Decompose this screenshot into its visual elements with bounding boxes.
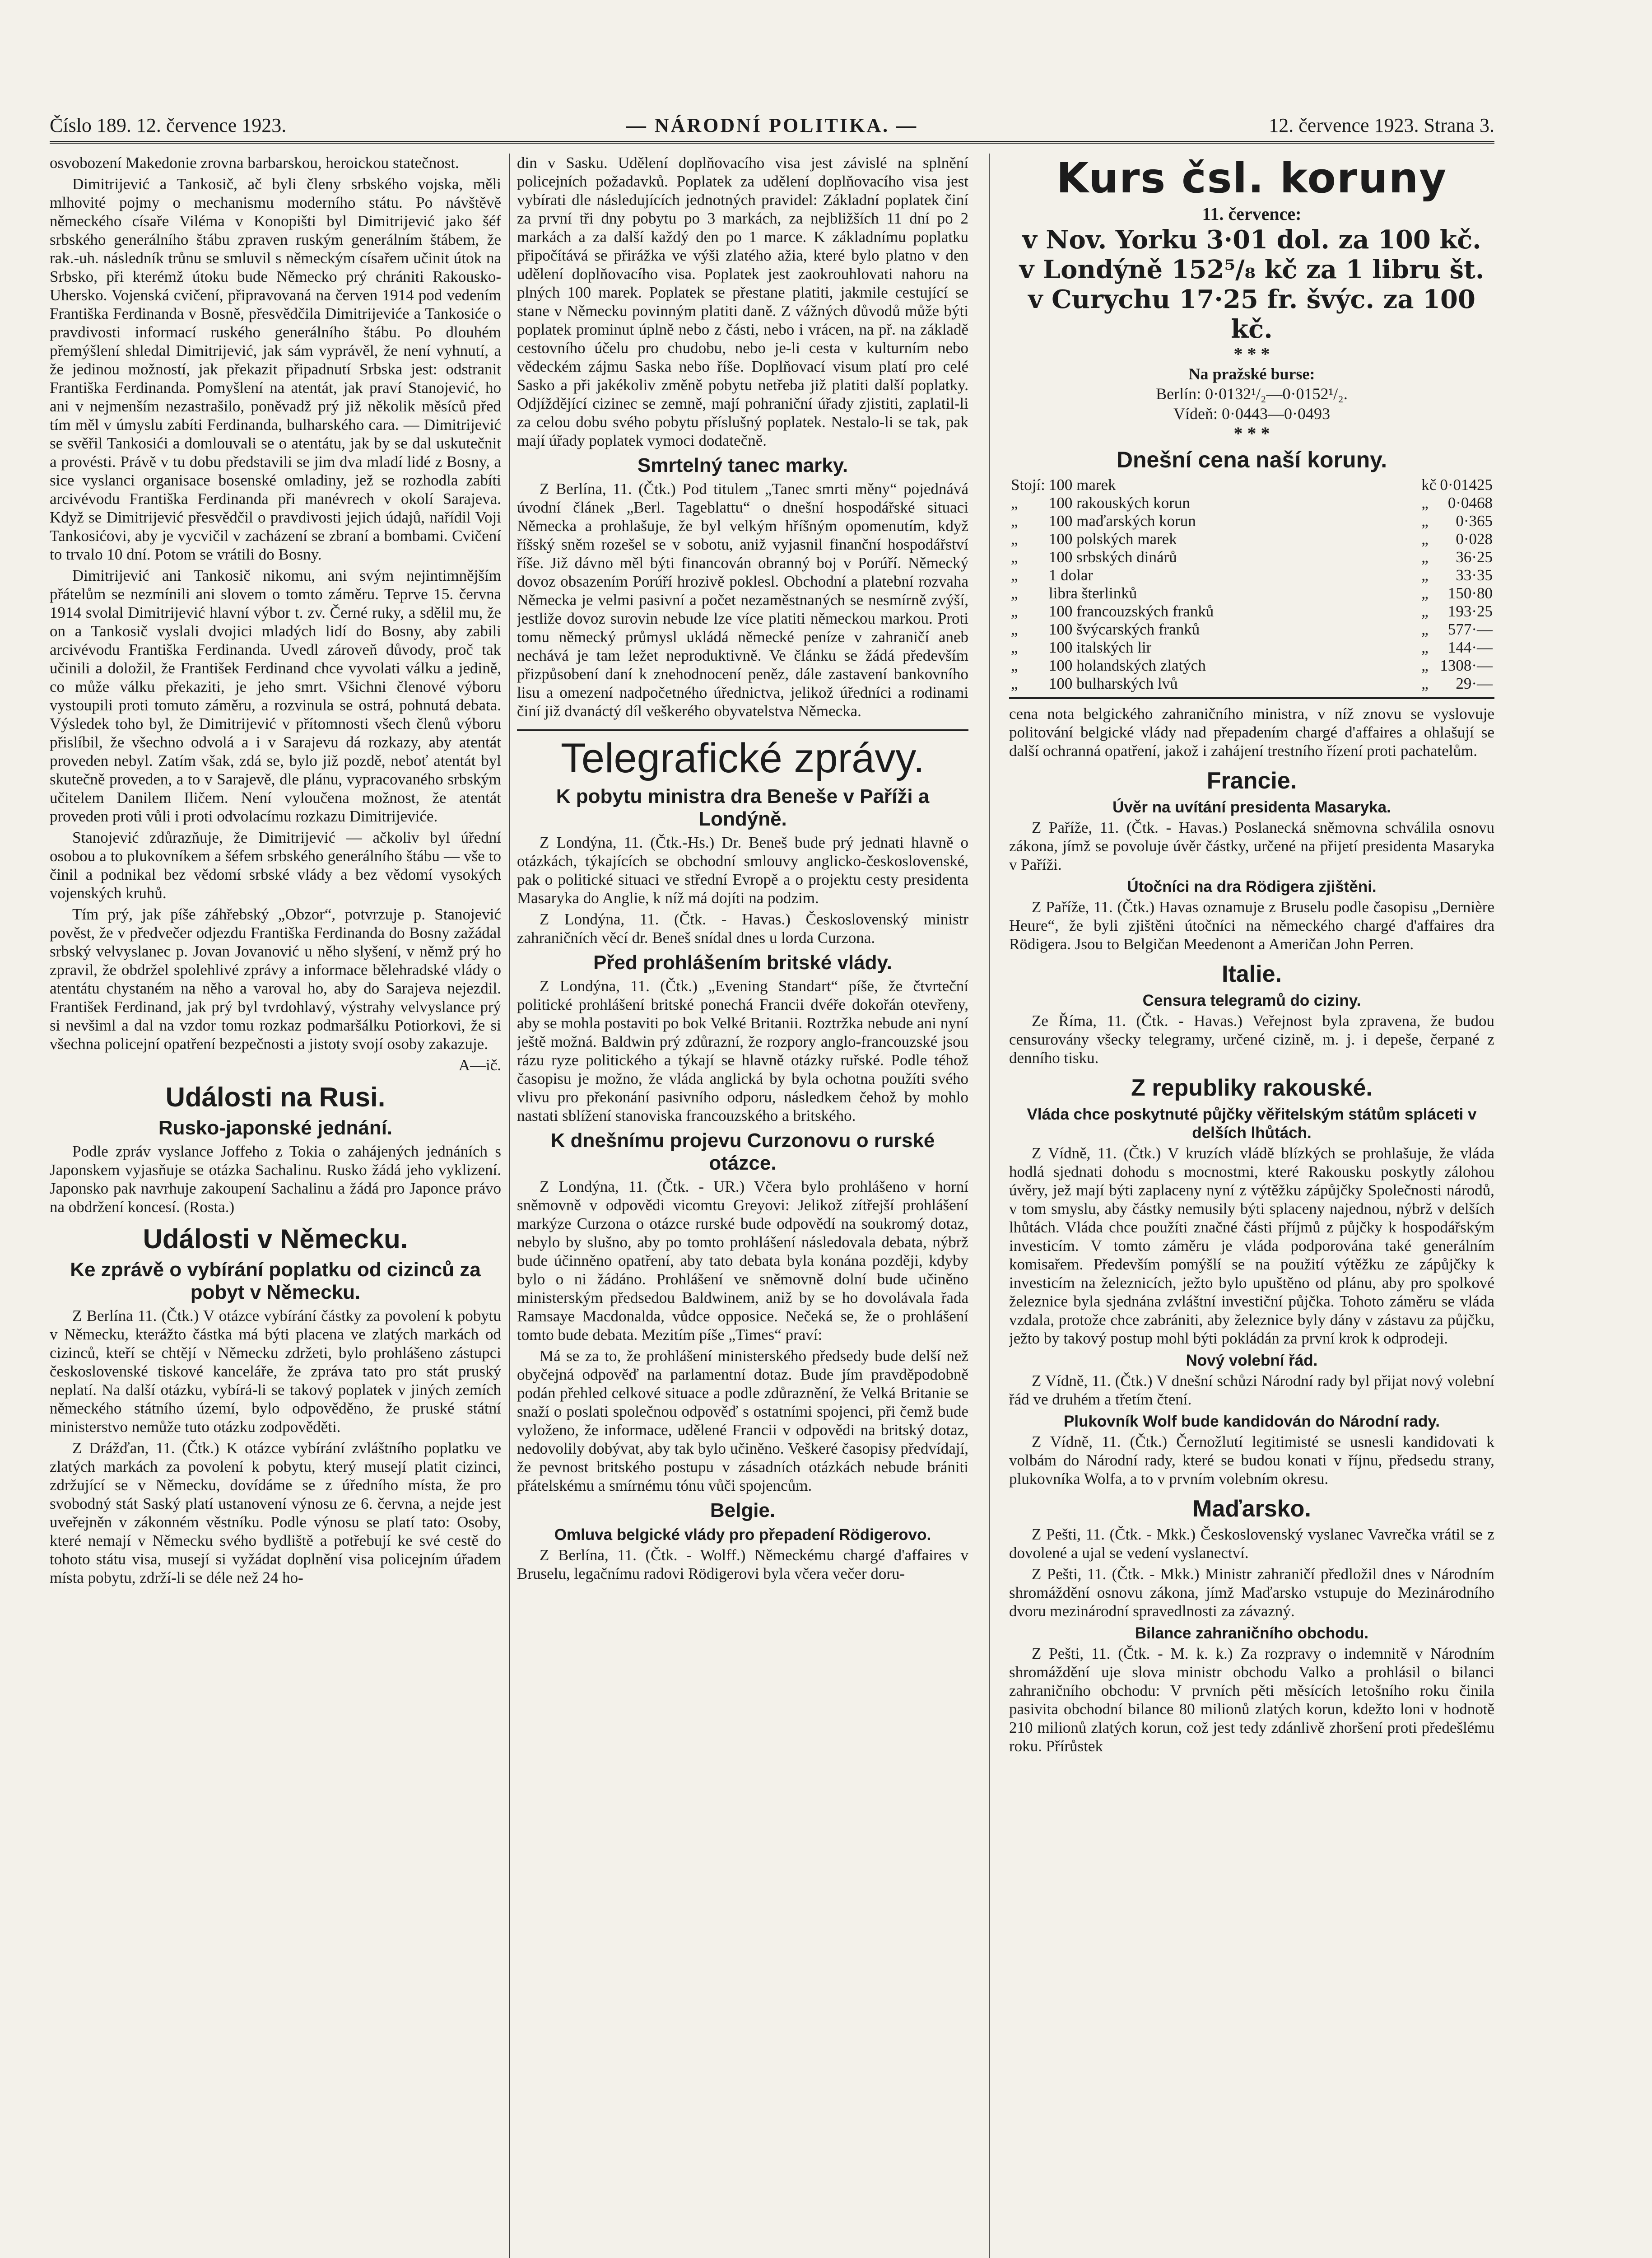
price-row-unit: „ — [1421, 602, 1429, 620]
paragraph: Z Pešti, 11. (Čtk. - Mkk.) Československý vyslanec Vavrečka vrátil se z dovolené a ujal se vedení vyslanectví. — [1009, 1526, 1494, 1562]
paragraph: Z Paříže, 11. (Čtk. - Havas.) Poslanecká sněmovna schválila osnovu zákona, jímž se povoluje úvěr částky, určené na přijetí presidenta Masaryka v Paříži. — [1009, 819, 1494, 873]
paragraph: Dimitrijević a Tankosič, ač byli členy srbského vojska, měli mlhovité pojmy o mechanismu moderního státu. Po návštěvě německého císaře Viléma v Konopišti byl Dimitrijević jako šéf srbského generálního štábu zpraven ruským generálním štábem, že rak.-uh. následník trůnu se smluvil s německým císařem učinit útok na Srbsko, při kterémž útoku bude Německo prý chrániti Rakousko-Uhersko. Vojenská cvičení, připravovaná na červen 1914 pod vedením Františka Ferdinanda v Bosně, přesvědčila Dimitrijeviće a Tankosiće o pravdivosti informací ruského generálního štábu. Po dlouhém přemýšlení shledal Dimitrijević, jak sám vyprávěl, že není vyhnutí, a že jedinou možností, jak překazit připadnutí Srbska jest: odstranit Františka Ferdinanda. Pomyšlení na atentát, jak praví Stanojević, ho ani v nejmenším nezastrašilo, poněvadž prý již několik měsíců před tím měl v úmyslu zabíti Ferdinanda, bulharského cara. — Dimitrijević se svěřil Tankosići a domlouvali se o atentátu, jak by se dal uskutečnit a provésti. Právě v tu dobu představili se jim dva mladí lidé z Bosny, a sice vyslanci organisace bosenské omladiny, jež se rozhodla zabíti arcivévodu Františka Ferdinanda při manévrech v okolí Sarajeva. Když se Dimitrijević přesvědčil o pravdivosti jejich údajů, nařídil Voji Tankosićovi, aby je vycvičil v zacházení se zbraní a bombami. Cvičení to trvalo 10 dní. Potom se vrátili do Bosny. — [50, 175, 501, 563]
price-row-value: 0·0468 — [1447, 494, 1493, 512]
price-row — [1009, 548, 1494, 566]
article-heading: Před prohlášením britské vlády. — [593, 952, 892, 974]
paragraph: Z Vídně, 11. (Čtk.) V kruzích vládě blízkých se prohlašuje, že vláda hodlá sjednati dohodu s mocnostmi, které Rakousku poskytly zálohou úvěry, jež mají býti zaplaceny nyní z výtěžku zápůjčky Společnosti národů, v tom smyslu, aby částky nemusily býti splaceny najednou, nýbrž v delších lhůtách. Vláda chce použíti značné části příjmů z půjčky k hospodářským investicím. V tomto záměru je vláda podporována také generálním komisařem. Především pomýšlí se na použití výtěžku ze zápůjčky k investicím na železnicích, ježto bylo upuštěno od plánu, aby pro spolkové železnice byla sjednána zvláštní investiční půjčka. Tohoto záměru se vláda vzdala, protože chce zabrániti, aby železnice byly dány v zástavu za půjčku, ježto by takový postup mohl býti pokládán za první krok k odprodeji. — [1009, 1144, 1494, 1347]
price-row-label: 100 maďarských korun — [1048, 512, 1196, 530]
rate-new-york: v Nov. Yorku 3·01 dol. za 100 kč. — [1022, 225, 1481, 255]
price-row-prefix: „ — [1011, 530, 1018, 548]
price-row-prefix: Stojí: — [1011, 476, 1045, 494]
article-heading: Nový volební řád. — [1186, 1352, 1318, 1369]
paragraph: cena nota belgického zahraničního ministra, v níž znovu se vyslovuje politování belgické vlády nad přepadením chargé d'affaires a ohlašují se další ochranná opatření, jakož i zahájení trestního řízení proti pachatelům. — [1009, 705, 1494, 760]
price-row — [1009, 602, 1494, 620]
price-row-label: 100 marek — [1048, 476, 1116, 494]
paragraph: Z Drážďan, 11. (Čtk.) K otázce vybírání zvláštního poplatku ve zlatých markách za povolení k pobytu, který musejí platit cizinci, zdržující se v Německu, dovídáme se z úředního místa, že pro svobodný stát Saský platí ustanovení výnosu ze 6. června, a nejde jest uveřejněn v zákonném věstníku. Podle výnosu se platí tato: Osoby, které nemají v Německu svého bydliště a potřebují ke své cestě do tohoto státu visa, musejí si vyžádat doplnění visa policejním úřadem místa pobytu, zdrží-li se déle než 24 ho- — [50, 1439, 501, 1586]
price-row-unit: „ — [1421, 566, 1429, 584]
article-heading: Útočníci na dra Rödigera zjištěni. — [1127, 878, 1377, 896]
paragraph: Podle zpráv vyslance Joffeho z Tokia o zahájených jednáních s Japonskem vyjasňuje se otázka Sachalinu. Rusko žádá jeho vyklizení. Japonsko pak navrhuje zakoupení Sachalinu a žádá pro Japonce právo na obdržení koncesí. (Rosta.) — [50, 1143, 501, 1216]
masthead — [50, 114, 1494, 144]
section-heading: Belgie. — [710, 1499, 776, 1521]
article-heading: K pobytu ministra dra Beneše v Paříži a Londýně. — [556, 785, 930, 830]
issue-number: Číslo 189. 12. července 1923. — [50, 114, 287, 136]
column-2 — [517, 154, 968, 2258]
price-row-label: 100 italských lir — [1048, 639, 1152, 656]
section-heading: Z republiky rakouské. — [1131, 1075, 1373, 1101]
signature: A—ič. — [458, 1056, 501, 1074]
price-row-value: 33·35 — [1456, 566, 1493, 584]
article-heading: Omluva belgické vlády pro přepadení Rödigerovo. — [554, 1526, 931, 1544]
price-row-unit: kč — [1421, 476, 1437, 494]
price-row — [1009, 476, 1494, 494]
paragraph: Tím prý, jak píše záhřebský „Obzor“, potvrzuje p. Stanojević pověst, že v předvečer odjezdu Františka Ferdinanda do Bosny zažádal srbský velvyslanec p. Jovan Jovanović u něho slyšení, v němž prý ho zpravil, že obdržel spolehlivé zprávy a informace bělehradské vlády o atentátu chystaném na něho a varoval ho, aby do Sarajeva nejezdil. František Ferdinand, jak prý byl tvrdohlavý, výstrahy velvyslance prý si nevšiml a dal na vzdor tomu rozkaz podmaršálku Potiorkovi, že si všechna policejní opatření bezpečnosti a jistoty svojí osoby zakazuje. — [50, 905, 501, 1053]
price-row-label: 100 švýcarských franků — [1048, 620, 1200, 638]
paragraph: Z Londýna, 11. (Čtk.) „Evening Standart“ píše, že čtvrteční politické prohlášení britské ponechá Francii dvéře dokořán otevřeny, aby se mohla postaviti po bok Velké Britanii. Roztržka nebude ani nyní ještě možná. Baldwin prý zdůrazní, že rozpory anglo-francouzské jsou rázu ryze politického a týkají se hlavně otázky ruřské. Podle téhož časopisu je možno, že vláda anglická by byla ochotna použíti svého vlivu pro překonání pasivního odporu, následkem čehož by mohlo nastati sblížení stanoviska francouzského a britského. — [517, 977, 968, 1124]
price-row-label: libra šterlinků — [1048, 584, 1137, 602]
price-row — [1009, 657, 1494, 675]
article-heading: Úvěr na uvítání presidenta Masaryka. — [1112, 798, 1391, 816]
price-row-value: 0·028 — [1456, 530, 1493, 548]
paragraph: Z Pešti, 11. (Čtk. - M. k. k.) Za rozpravy o indemnitě v Národním shromáždění uje slova ministr obchodu Valko a prohlásil o bilanci zahraničního obchodu: V prvních pěti měsících letošního roku činila pasivita obchodní bilance 80 milionů zlatých korun, kdežto loni v hodnotě 210 milionů zlatých korun, což jest tedy zdánlivě zhoršení proti předešlému roku. Přírůstek — [1009, 1645, 1494, 1755]
paragraph: Z Paříže, 11. (Čtk.) Havas oznamuje z Bruselu podle časopisu „Dernière Heure“, že byli zjištěni útočníci na německého chargé d'affaires dra Rödigera. Jsou to Belgičan Meedenont a Američan John Perren. — [1009, 898, 1494, 953]
price-row-unit: „ — [1421, 639, 1429, 656]
price-row-prefix: „ — [1011, 566, 1018, 584]
price-row-prefix: „ — [1011, 620, 1018, 638]
exchange-rate-date: 11. července: — [1202, 204, 1302, 224]
section-heading: Maďarsko. — [1192, 1496, 1311, 1522]
price-row-prefix: „ — [1011, 602, 1018, 620]
price-row-label: 100 polských marek — [1048, 530, 1177, 548]
price-row — [1009, 530, 1494, 548]
article-heading: Plukovník Wolf bude kandidován do Národní rady. — [1064, 1413, 1440, 1430]
paragraph: Z Londýna, 11. (Čtk. - UR.) Včera bylo prohlášeno v horní sněmovně v odpovědi vicomtu Greyovi: Jelikož zítřejší prohlášení markýze Curzona o otázce rurské bude odpovědí na soukromý dotaz, nebylo by slušno, aby po tomto prohlášení následovala debata, nýbrž bude účinněno opatření, aby tato debata byla konána později, kdyby bylo o ni žádáno. Prohlášení ve sněmovně dolní bude učiněno ministerským předsedou Baldwinem, aniž by se ho dovolávala řada Ramsaye Macdonalda, vůdce opposice. Nečeká se, že o prohlášení tomto bude debata. Mezitím píše „Times“ praví: — [517, 1178, 968, 1344]
price-row-label: 100 srbských dinárů — [1048, 548, 1177, 566]
paragraph: Z Berlína, 11. (Čtk. - Wolff.) Německému chargé d'affaires v Bruselu, legačnímu radovi Rödigerovi byla včera večer doru- — [517, 1546, 968, 1582]
price-row-label: 100 holandských zlatých — [1048, 657, 1206, 674]
rate-berlin: Berlín: 0·0132¹/₂—0·0152¹/₂. — [1156, 385, 1348, 403]
price-row — [1009, 584, 1494, 602]
price-row-unit: „ — [1421, 620, 1429, 638]
burse-heading: Na pražské burse: — [1188, 365, 1315, 383]
price-row-unit: „ — [1421, 530, 1429, 548]
paragraph: Z Berlína, 11. (Čtk.) Pod titulem „Tanec smrti měny“ pojednává úvodní článek „Berl. Tageblattu“ o dnešní hospodářské situaci Německa a prohlašuje, že byl velkým hříšným opomenutím, když říšský sněm rozešel se v sobotu, aniž vyjasnil finanční hospodářství říše. Již dávno měl býti financován obranný boj v Porúří. Německý dovoz obsazením Porúří hrozivě poklesl. Obchodní a platební rozvaha Německa je velmi pasivní a počet nezaměstnaných se nesmírně zvýší, jestliže dovoz surovin nebude lze více platiti německou markou. Proti tomu německý průmysl ukládá německé peníze v zahraničí aneb nechává je tam ležet neproduktivně. Ve článku se žádá především přizpůsobení daní k znehodnocení peněz, dále zastavení bankovního lisu a omezení nadpočetného úřednictva, jelikož úředníci a rodinami činí již dvanáctý díl veškerého obyvatelstva Německa. — [517, 480, 968, 720]
paragraph: Z Vídně, 11. (Čtk.) Černožlutí legitimisté se usnesli kandidovati k volbám do Národní rady, které se budou konati v říjnu, předsedu strany, plukovníka Wolfa, a to v prvním volebním okresu. — [1009, 1433, 1494, 1488]
price-row — [1009, 494, 1494, 512]
price-table-heading: Dnešní cena naší koruny. — [1116, 447, 1387, 472]
price-row-unit: „ — [1421, 548, 1429, 566]
section-heading: Francie. — [1206, 768, 1297, 794]
article-heading: Ke zprávě o vybírání poplatku od cizinců za pobyt v Německu. — [70, 1259, 481, 1303]
section-heading: Události v Německu. — [143, 1224, 408, 1254]
article-heading: Bilance zahraničního obchodu. — [1135, 1624, 1369, 1642]
article-heading: Smrtelný tanec marky. — [637, 454, 848, 476]
exchange-rate-box — [1009, 154, 1494, 699]
price-row-value: 577·— — [1447, 620, 1493, 638]
price-row — [1009, 566, 1494, 584]
exchange-rate-title: Kurs čsl. koruny — [1056, 154, 1447, 202]
price-row-value: 29·— — [1456, 675, 1493, 692]
page-date: 12. července 1923. Strana 3. — [1269, 114, 1494, 136]
price-row-value: 0·01425 — [1440, 476, 1493, 494]
section-heading: Italie. — [1222, 961, 1282, 987]
price-row-value: 193·25 — [1447, 602, 1493, 620]
price-row-prefix: „ — [1011, 657, 1018, 674]
section-heading: Události na Rusi. — [165, 1082, 386, 1112]
newspaper-title: — NÁRODNÍ POLITIKA. — — [626, 114, 918, 136]
price-row-value: 36·25 — [1456, 548, 1493, 566]
column-rule — [989, 154, 990, 2258]
paragraph: Z Londýna, 11. (Čtk. - Havas.) Československý ministr zahraničních věcí dr. Beneš snídal dnes u lorda Curzona. — [517, 910, 968, 947]
rate-vienna: Vídeň: 0·0443—0·0493 — [1173, 405, 1330, 423]
paragraph: Ze Říma, 11. (Čtk. - Havas.) Veřejnost byla zpravena, že budou censurovány všecky telegramy, určené cizině, m. j. i depeše, čerpané z denního tisku. — [1009, 1012, 1494, 1067]
price-row-prefix: „ — [1011, 512, 1018, 530]
price-row-prefix: „ — [1011, 584, 1018, 602]
article-heading: Censura telegramů do ciziny. — [1142, 992, 1361, 1009]
article-heading: Vláda chce poskytnuté půjčky věřitelským státům spláceti v delších lhůtách. — [1027, 1106, 1477, 1142]
price-row-label: 100 rakouských korun — [1048, 494, 1190, 512]
price-row-prefix: „ — [1011, 494, 1018, 512]
price-row-label: 100 francouzských franků — [1048, 602, 1214, 620]
article-heading: K dnešnímu projevu Curzonovu o rurské otázce. — [550, 1129, 935, 1174]
price-row-label: 100 bulharských lvů — [1048, 675, 1178, 692]
paragraph: Dimitrijević ani Tankosič nikomu, ani svým nejintimnějším přátelům se nezmínili ani slovem o tomto záměru. Teprve 15. června 1914 svolal Dimitrijević hlavní výbor t. zv. Černé ruky, a sdělil mu, že on a Tankosič vyslali dvojici mladých lidí do Bosny, aby zabili arcivévodu Františka Ferdinanda. Uvedl zároveň důvody, proč tak učinili a doložil, že František Ferdinand chce vyvolati válku a jedině, co může válku překaziti, je jeho smrt. Všichni členové výboru vystoupili proti tomuto záměru, a rozvinula se ostrá, pohnutá debata. Výsledek toho byl, že Dimitrijević v přítomnosti všech členů výboru přislíbil, že všechno odvolá a i v Sarajevu dá rozkazy, aby atentát proveden nebyl. Zatím však, zdá se, bylo již pozdě, neboť atentát byl skutečně proveden, a to v Sarajevě, dle plánu, vypracovaného srbským učitelem Danilem Iličem. Není vyloučena možnost, že atentát proveden proti vůli i proti odvolacímu rozkazu Dimitrijeviće. — [50, 567, 501, 825]
paragraph: din v Sasku. Udělení doplňovacího visa jest závislé na splnění policejních požadavků. Poplatek za udělení doplňovacího visa jest vybírati dle následujících jednotných pravidel: Základní poplatek činí za první tři dny pobytu po 3 markách, za nejbližších 11 dní po 2 markách a za další každý den po 1 marce. K základnímu poplatku připočítává se přirážka ve výši zlatého ažia, které bylo platno v den udělení doplňovacího visa. Poplatek jest zaokrouhlovati nahoru na plných 100 marek. Poplatek se přestane platiti, jakmile cestující se stane v Německu povinným platiti daně. Z vážných důvodů může býti poplatek prominut úplně nebo z části, nebo i vrácen, na př. na základě cestovního účelu pro chudobu, nebo je-li cesta v kulturním nebo vědeckém zájmu Saska nebo říše. Doplňovací visum platí pro celé Sasko a při jakékoliv změně pobytu netřeba již platiti další poplatky. Odjíždějící cizinec se zemně, mají pohraniční úřady zjistiti, zaplatil-li za celou dobu svého pobytu příslušný poplatek. Nestalo-li se tak, pak mají úřady poplatek vymoci dodatečně. — [517, 154, 968, 449]
price-row — [1009, 620, 1494, 639]
price-row-unit: „ — [1421, 512, 1429, 530]
rate-london: v Londýně 152⁵/₈ kč za 1 libru št. — [1019, 255, 1484, 285]
paragraph: Stanojević zdůrazňuje, že Dimitrijević — ačkoliv byl úřední osobou a to plukovníkem a šéfem srbského generálního štábu — vše to činil a podnikal bez vědomí srbské vlády a bez vědomí vysokých vojenských kruhů. — [50, 829, 501, 902]
price-row — [1009, 512, 1494, 530]
separator-stars: * * * — [1233, 423, 1270, 443]
paragraph: Z Pešti, 11. (Čtk. - Mkk.) Ministr zahraničí předložil dnes v Národním shromáždění osnovu zákona, jímž Maďarsko vstupuje do Mezinárodního dvoru mezinárodní spravedlnosti za závazný. — [1009, 1565, 1494, 1620]
price-row-prefix: „ — [1011, 675, 1018, 692]
price-row — [1009, 675, 1494, 693]
price-row — [1009, 639, 1494, 657]
price-row-value: 150·80 — [1447, 584, 1493, 602]
price-row-value: 0·365 — [1456, 512, 1493, 530]
price-row-unit: „ — [1421, 584, 1429, 602]
price-row-label: 1 dolar — [1048, 566, 1094, 584]
column-1 — [50, 154, 501, 2258]
price-row-unit: „ — [1421, 494, 1429, 512]
column-3 — [1009, 154, 1494, 2258]
paragraph: Z Londýna, 11. (Čtk.-Hs.) Dr. Beneš bude prý jednati hlavně o otázkách, týkajících se obchodní smlouvy anglicko-československé, pak o politické situaci ve střední Evropě a o projektu cesty presidenta Masaryka do Anglie, k níž má dojíti na podzim. — [517, 834, 968, 907]
paragraph: Má se za to, že prohlášení ministerského předsedy bude delší než obyčejná odpověď na parlamentní dotaz. Bude jím pravděpodobně podán přehled celkové situace a podle zdůraznění, že Velká Britanie se snaží o poslati společnou odpověď s ostatními spojenci, při čemž bude vyloženo, že informace, udělené Francii v odpovědi na britský dotaz, nedovolily dobývat, aby tak bylo učiněno. Veškeré časopisy předvídají, že pevnost britského postupu v zásadních otázkách nebude brániti přátelskému a smírnému tónu vůči spojencům. — [517, 1347, 968, 1494]
rate-zurich: v Curychu 17·25 fr. švýc. za 100 kč. — [1028, 285, 1475, 344]
price-row-unit: „ — [1421, 675, 1429, 692]
paragraph: Z Berlína 11. (Čtk.) V otázce vybírání částky za povolení k pobytu v Německu, kterážto částka má býti placena ve zlatých markách od cizinců, kteří se chtějí v Německu zdržeti, bylo prohlášeno zástupci československé tiskové kanceláře, že zpráva tato pro stát pruský neplatí. Na další otázku, vybírá-li se takový poplatek v jiných zemích německého státního území, bylo odpověděno, že pruské státní ministerstvo nemůže tuto otázku zodpověděti. — [50, 1307, 501, 1436]
column-rule — [509, 154, 510, 2258]
price-row-value: 144·— — [1447, 639, 1493, 656]
section-heading: Telegrafické zprávy. — [517, 729, 968, 781]
paragraph: Z Vídně, 11. (Čtk.) V dnešní schůzi Národní rady byl přijat nový volební řád ve druhém a třetím čtení. — [1009, 1372, 1494, 1408]
price-row-value: 1308·— — [1440, 657, 1493, 674]
paragraph: osvobození Makedonie zrovna barbarskou, heroickou statečnost. — [50, 154, 459, 172]
separator-stars: * * * — [1233, 344, 1270, 364]
price-row-prefix: „ — [1011, 548, 1018, 566]
price-row-unit: „ — [1421, 657, 1429, 674]
price-table — [1009, 476, 1494, 693]
price-row-prefix: „ — [1011, 639, 1018, 656]
article-heading: Rusko-japonské jednání. — [158, 1117, 393, 1139]
